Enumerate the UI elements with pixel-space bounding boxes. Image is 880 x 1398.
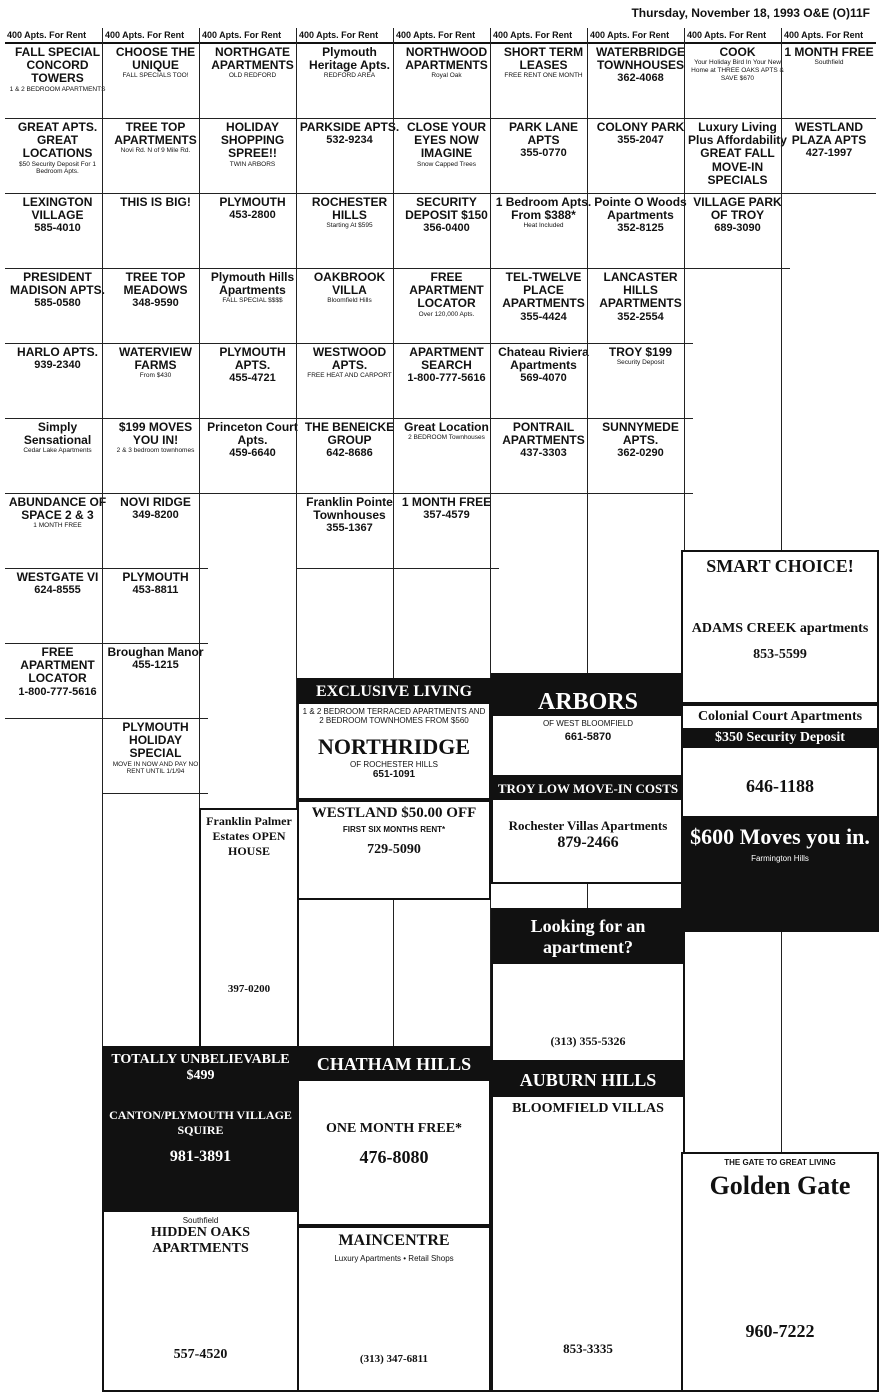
ad-text: Starting At $595 — [326, 222, 373, 230]
classified-ad — [491, 119, 596, 194]
ad-headline: ABUNDANCE OF SPACE 2 & 3 — [8, 495, 107, 523]
ad-headline: COOK — [719, 45, 756, 59]
ad-headline: Princeton Court Apts. — [207, 420, 298, 448]
classified-ad — [200, 194, 305, 269]
classified-ad — [394, 119, 499, 194]
column-heading: 400 Apts. For Rent — [491, 28, 596, 44]
ad-headline: TROY $199 — [608, 345, 673, 359]
ad-headline: Simply Sensational — [23, 420, 92, 448]
ad-phone: 651-1091 — [372, 769, 416, 780]
classified-ad — [103, 494, 208, 569]
ad-phone: (313) 347-6811 — [359, 1353, 429, 1365]
ad-headline: SHORT TERM LEASES — [503, 45, 584, 73]
classified-ad — [685, 194, 790, 269]
classified-ad — [297, 119, 402, 194]
ad-text: MOVE IN NOW AND PAY NO RENT UNTIL 1/1/94 — [112, 760, 199, 776]
ad-headline: THE BENEICKE GROUP — [304, 420, 395, 448]
ad-phone: 427-1997 — [805, 147, 853, 160]
classified-ad — [491, 269, 596, 344]
ad-phone: 453-2800 — [229, 209, 276, 222]
ad-golden-gate — [681, 1152, 879, 1392]
classified-ad — [297, 344, 402, 419]
ad-600-moves — [681, 818, 879, 932]
ad-text: Southfield — [814, 59, 844, 67]
classified-ad — [588, 419, 693, 494]
ad-headline: WESTGATE VI — [16, 570, 99, 584]
classified-ad — [297, 269, 402, 344]
classified-ad — [685, 44, 790, 119]
classified-ad — [394, 194, 499, 269]
ad-headline: Luxury Living Plus Affordability GREAT FALL MOVE-IN SPECIALS — [688, 120, 787, 187]
ad-text: 2 BEDROOM Townhouses — [408, 434, 485, 442]
ad-phone: 557-4520 — [173, 1347, 228, 1362]
ad-headline: Franklin Pointe Townhouses — [306, 495, 393, 523]
ad-phone: 355-2047 — [617, 134, 664, 147]
ad-phone: 355-0770 — [520, 147, 567, 160]
ad-text: TWIN ARBORS — [229, 160, 276, 168]
classified-ad — [103, 719, 208, 794]
ad-text: Security Deposit — [616, 359, 665, 367]
ad-subtitle: THE GATE TO GREAT LIVING — [724, 1158, 836, 1167]
ad-phone: 661-5870 — [564, 731, 612, 743]
classified-ad — [782, 44, 876, 119]
ad-phone: 455-1215 — [132, 659, 179, 672]
classified-ad — [491, 194, 596, 269]
classified-ad — [103, 344, 208, 419]
classified-ad — [5, 269, 110, 344]
classified-ad — [394, 419, 499, 494]
ad-phone: 729-5090 — [367, 842, 421, 857]
ad-arbors — [491, 673, 685, 777]
ad-phone: 455-4721 — [229, 372, 276, 385]
ad-headline: APARTMENT SEARCH — [409, 345, 484, 373]
classified-ad — [297, 419, 402, 494]
classified-ad — [103, 269, 208, 344]
classified-ad — [588, 194, 693, 269]
classified-columns — [5, 28, 875, 1392]
ad-phone: 689-3090 — [714, 222, 761, 235]
ad-phone: 362-0290 — [617, 447, 664, 460]
classified-ad — [297, 494, 402, 569]
classified-ad — [394, 344, 499, 419]
classified-ad — [297, 194, 402, 269]
ad-text: FREE HEAT AND CARPORT — [307, 372, 392, 380]
ad-title: TROY LOW MOVE-IN COSTS — [493, 778, 683, 800]
ad-phone: 532-9234 — [326, 134, 373, 147]
ad-subtitle: $350 Security Deposit — [683, 728, 877, 748]
ad-headline: 1 MONTH FREE — [401, 495, 492, 509]
ad-hidden-oaks — [102, 1210, 299, 1392]
ad-text: Bloomfield Hills — [327, 297, 372, 305]
column-heading: 400 Apts. For Rent — [588, 28, 693, 44]
ad-headline: PONTRAIL APARTMENTS — [502, 420, 585, 448]
ad-headline: PARK LANE APTS — [508, 120, 579, 148]
ad-phone: 356-0400 — [423, 222, 470, 235]
ad-text: 1 & 2 BEDROOM APARTMENTS — [9, 85, 106, 93]
ad-phone: 459-6640 — [229, 447, 276, 460]
column-heading: 400 Apts. For Rent — [103, 28, 208, 44]
ad-phone: 349-8200 — [132, 509, 179, 522]
ad-headline: TREE TOP MEADOWS — [123, 270, 188, 298]
ad-title: AUBURN HILLS — [493, 1064, 683, 1097]
ad-title: SMART CHOICE! — [706, 556, 854, 576]
ad-maincentre — [297, 1226, 491, 1392]
ad-headline: GREAT APTS. GREAT LOCATIONS — [17, 120, 98, 161]
ad-subtitle: BLOOMFIELD VILLAS — [512, 1101, 664, 1116]
ad-text: Royal Oak — [431, 72, 462, 80]
classified-ad — [782, 119, 876, 194]
ad-sub: OF ROCHESTER HILLS — [349, 760, 438, 769]
ad-franklin-palmer — [199, 808, 299, 1052]
ad-phone: (313) 355-5326 — [550, 1034, 626, 1048]
column-1 — [5, 28, 110, 1392]
ad-headline: TREE TOP APARTMENTS — [114, 120, 197, 148]
ad-subtitle: ONE MONTH FREE* — [325, 1121, 463, 1136]
ad-headline: Great Location — [404, 420, 489, 434]
column-heading: 400 Apts. For Rent — [297, 28, 402, 44]
classified-ad — [5, 644, 110, 719]
ad-headline: $199 MOVES YOU IN! — [118, 420, 193, 448]
ad-title: Looking for an apartment? — [493, 910, 683, 964]
ad-text: Heat Included — [523, 222, 564, 230]
ad-text: Your Holiday Bird In Your New Home at THREE OAKS APTS & SAVE $670 — [691, 59, 784, 82]
ad-headline: VILLAGE PARK OF TROY — [693, 195, 782, 223]
classified-ad — [491, 419, 596, 494]
ad-title: Franklin Palmer Estates OPEN HOUSE — [206, 814, 292, 858]
ad-text: Over 120,000 Apts. — [418, 310, 475, 318]
ad-headline: PLYMOUTH — [122, 570, 189, 584]
ad-phone: 981-3891 — [169, 1148, 232, 1165]
classified-ad — [297, 44, 402, 119]
ad-name: NORTHRIDGE — [317, 734, 471, 759]
ad-headline: PLYMOUTH HOLIDAY SPECIAL — [122, 720, 189, 761]
page-date: Thursday, November 18, 1993 O&E (O)11F — [631, 6, 870, 20]
ad-phone: 357-4579 — [423, 509, 470, 522]
classified-ad — [588, 44, 693, 119]
ad-headline: 1 Bedroom Apts. From $388* — [495, 195, 592, 223]
ad-headline: LANCASTER HILLS APARTMENTS — [599, 270, 682, 311]
ad-title: ARBORS — [493, 675, 683, 716]
ad-text: Snow Capped Trees — [417, 160, 476, 168]
ad-headline: Plymouth Hills Apartments — [210, 270, 295, 298]
ad-headline: NORTHWOOD APARTMENTS — [405, 45, 488, 73]
classified-ad — [5, 44, 110, 119]
classified-ad — [5, 569, 110, 644]
classified-ad — [394, 494, 499, 569]
ad-headline: WATERVIEW FARMS — [119, 345, 192, 373]
ad-chatham-hills — [297, 1046, 491, 1226]
classified-ad — [5, 194, 110, 269]
ad-title: MAINCENTRE — [338, 1232, 450, 1249]
ad-headline: Plymouth Heritage Apts. — [309, 45, 390, 73]
ad-headline: NORTHGATE APARTMENTS — [211, 45, 294, 73]
ad-looking — [491, 908, 685, 1062]
classified-ad — [200, 44, 305, 119]
ad-headline: CHOOSE THE UNIQUE — [115, 45, 196, 73]
ad-phone: 397-0200 — [227, 983, 271, 995]
ad-phone: 939-2340 — [34, 359, 81, 372]
classified-ad — [491, 344, 596, 419]
ad-phone: 569-4070 — [520, 372, 567, 385]
ad-phone: 1-800-777-5616 — [407, 372, 486, 385]
ad-headline: ROCHESTER HILLS — [311, 195, 388, 223]
classified-ad — [103, 119, 208, 194]
ad-headline: COLONY PARK — [596, 120, 685, 134]
classified-ad — [103, 44, 208, 119]
ad-headline: NOVI RIDGE — [120, 495, 191, 509]
ad-subtitle: FIRST SIX MONTHS RENT* — [342, 825, 446, 834]
classified-ad — [200, 344, 305, 419]
ad-headline: LEXINGTON VILLAGE — [22, 195, 93, 223]
classified-ad — [200, 119, 305, 194]
ad-title: CHATHAM HILLS — [299, 1048, 489, 1081]
ad-text: REDFORD AREA — [323, 72, 376, 80]
column-heading: 400 Apts. For Rent — [782, 28, 876, 44]
classified-ad — [200, 269, 305, 344]
ad-text: Cedar Lake Apartments — [23, 447, 92, 455]
ad-headline: Chateau Riviera Apartments — [498, 345, 589, 373]
column-heading: 400 Apts. For Rent — [5, 28, 110, 44]
ad-phone: 355-1367 — [326, 522, 373, 535]
classified-ad — [5, 119, 110, 194]
ad-title: WESTLAND $50.00 OFF — [311, 805, 477, 821]
classified-ad — [103, 194, 208, 269]
ad-text: FALL SPECIAL $$$$ — [222, 297, 283, 305]
ad-smart-choice — [681, 550, 879, 704]
ad-text: $50 Security Deposit For 1 Bedroom Apts. — [19, 160, 96, 176]
ad-headline: Pointe O Woods Apartments — [594, 195, 687, 223]
ad-headline: WATERBRIDGE TOWNHOUSES — [595, 45, 686, 73]
ad-phone: 624-8555 — [34, 584, 81, 597]
ad-village-squire — [102, 1046, 299, 1210]
ad-phone: 355-4424 — [520, 310, 567, 323]
ad-text: 2 & 3 bedroom townhomes — [116, 447, 195, 455]
ad-headline: SECURITY DEPOSIT $150 — [405, 195, 488, 223]
ad-text: OLD REDFORD — [228, 72, 277, 80]
classified-ad — [200, 419, 305, 494]
ad-text: From $430 — [139, 372, 172, 380]
ad-phone: 642-8686 — [326, 447, 373, 460]
classified-ad — [394, 44, 499, 119]
ad-text: FALL SPECIALS TOO! — [122, 72, 189, 80]
classified-ad — [588, 269, 693, 344]
ad-title: TOTALLY UNBELIEVABLE $499 — [111, 1052, 290, 1083]
classified-ad — [103, 569, 208, 644]
ad-subtitle: Luxury Apartments • Retail Shops — [334, 1254, 454, 1263]
ad-subtitle: CANTON/PLYMOUTH VILLAGE SQUIRE — [109, 1108, 292, 1137]
ad-headline: HARLO APTS. — [17, 345, 98, 359]
page-header — [0, 0, 880, 26]
ad-phone: 853-5599 — [753, 647, 807, 662]
ad-headline: PLYMOUTH — [219, 195, 286, 209]
ad-title: EXCLUSIVE LIVING — [299, 680, 489, 704]
ad-headline: FREE APARTMENT LOCATOR — [409, 270, 484, 311]
ad-headline: PARKSIDE APTS. — [299, 120, 400, 134]
ad-phone: 476-8080 — [359, 1147, 429, 1167]
ad-subtitle: Rochester Villas Apartments — [508, 818, 668, 833]
classified-ad — [588, 344, 693, 419]
ad-exclusive-living — [297, 678, 491, 800]
ad-phone: 960-7222 — [745, 1321, 815, 1341]
ad-headline: CLOSE YOUR EYES NOW IMAGINE — [406, 120, 487, 161]
ad-headline: Broughan Manor — [107, 645, 204, 659]
ad-title: HIDDEN OAKS APARTMENTS — [150, 1225, 251, 1256]
ad-headline: HOLIDAY SHOPPING SPREE!! — [220, 120, 285, 161]
classified-ad — [5, 419, 110, 494]
ad-phone: 352-8125 — [617, 222, 664, 235]
ad-colonial-court — [681, 704, 879, 818]
column-heading: 400 Apts. For Rent — [394, 28, 499, 44]
classified-ad — [103, 419, 208, 494]
ad-title: Golden Gate — [709, 1171, 851, 1200]
ad-text: Novi Rd. N of 9 Mile Rd. — [120, 147, 191, 155]
ad-text: 1 MONTH FREE — [33, 522, 82, 530]
classified-ad — [491, 44, 596, 119]
ad-phone: 437-3303 — [520, 447, 567, 460]
ad-subtitle: OF WEST BLOOMFIELD — [542, 719, 634, 728]
ad-phone: 585-4010 — [34, 222, 81, 235]
ad-phone: 646-1188 — [745, 776, 814, 796]
ad-subtitle: Farmington Hills — [751, 854, 809, 863]
ad-subtitle: 1 & 2 BEDROOM TERRACED APARTMENTS AND 2 BEDROOM TOWNHOMES FROM $560 — [302, 707, 486, 725]
classified-ad — [5, 344, 110, 419]
ad-phone: 352-2554 — [617, 310, 664, 323]
ad-title: Colonial Court Apartments — [697, 709, 863, 724]
ad-phone: 362-4068 — [617, 72, 664, 85]
ad-title: $600 Moves you in. — [690, 824, 870, 849]
ad-headline: FALL SPECIAL CONCORD TOWERS — [14, 45, 101, 86]
ad-headline: OAKBROOK VILLA — [313, 270, 386, 298]
classified-ad — [394, 269, 499, 344]
ad-headline: FREE APARTMENT LOCATOR — [20, 645, 95, 686]
column-heading: 400 Apts. For Rent — [200, 28, 305, 44]
ad-troy — [491, 776, 685, 884]
ad-headline: PRESIDENT MADISON APTS. — [10, 270, 105, 298]
ad-text: FREE RENT ONE MONTH — [504, 72, 583, 80]
classified-ad — [5, 494, 110, 569]
classified-ad — [103, 644, 208, 719]
ad-phone: 1-800-777-5616 — [18, 685, 97, 698]
ad-westland — [297, 800, 491, 900]
ad-subtitle: Southfield — [182, 1216, 219, 1225]
ad-auburn-hills — [491, 1062, 685, 1392]
ad-subtitle: ADAMS CREEK apartments — [691, 621, 869, 636]
classified-ad — [685, 119, 790, 194]
ad-headline: SUNNYMEDE APTS. — [602, 420, 679, 448]
classified-ad — [588, 119, 693, 194]
ad-headline: THIS IS BIG! — [120, 195, 191, 209]
ad-headline: WESTWOOD APTS. — [312, 345, 387, 373]
ad-phone: 453-8811 — [132, 584, 179, 597]
ad-phone: 853-3335 — [563, 1341, 613, 1356]
ad-phone: 348-9590 — [132, 297, 179, 310]
column-heading: 400 Apts. For Rent — [685, 28, 790, 44]
ad-headline: PLYMOUTH APTS. — [219, 345, 286, 373]
ad-headline: WESTLAND PLAZA APTS — [791, 120, 867, 148]
ad-headline: 1 MONTH FREE — [784, 45, 874, 59]
ad-phone: 585-0580 — [34, 297, 81, 310]
ad-headline: TEL-TWELVE PLACE APARTMENTS — [502, 270, 585, 311]
ad-phone: 879-2466 — [557, 834, 619, 851]
